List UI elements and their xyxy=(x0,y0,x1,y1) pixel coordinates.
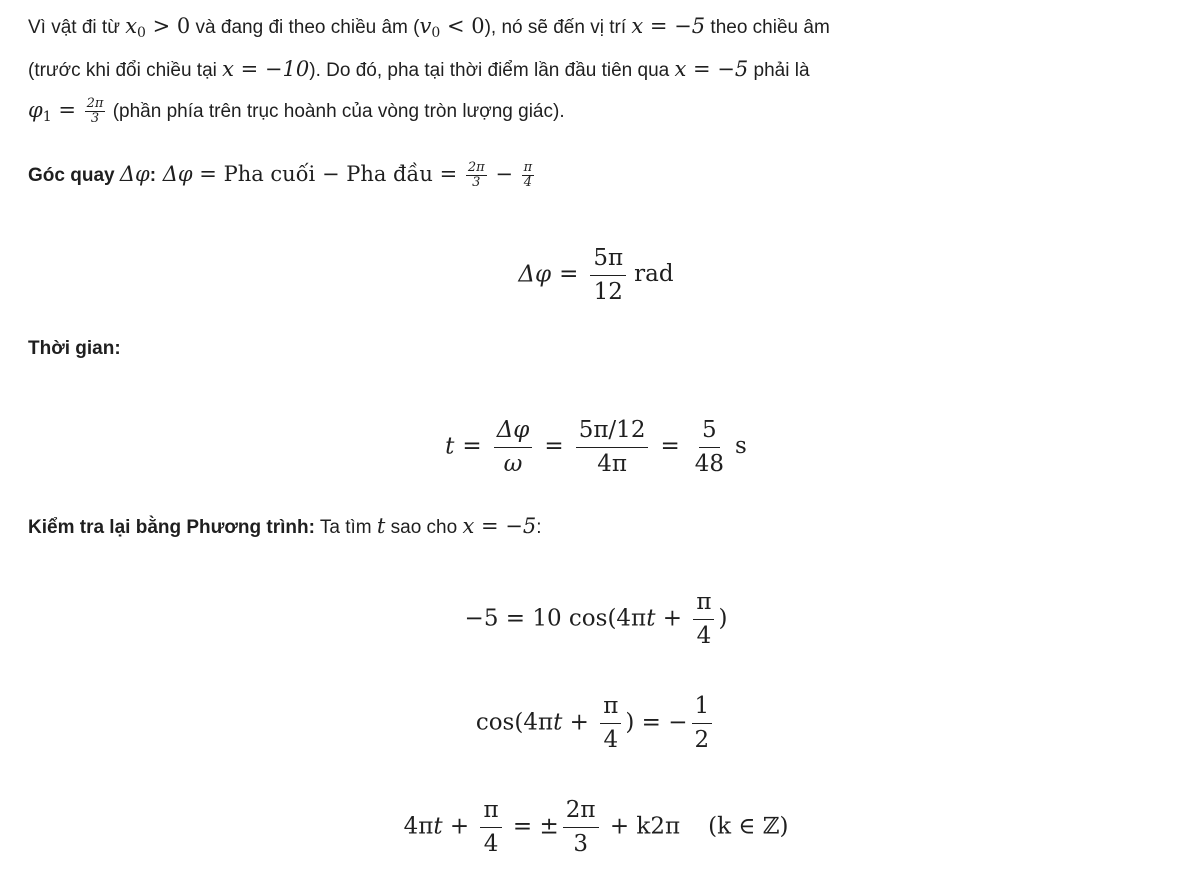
math-x-eq-minus10: x = −10 xyxy=(222,57,310,81)
colon: : xyxy=(149,165,157,186)
math-t: t xyxy=(376,514,386,538)
fraction-5-over-48: $\frac{5}{48}$ xyxy=(694,417,725,477)
math-phi1: $\varphi_1$ = xyxy=(28,98,83,125)
text: Vì vật đi từ xyxy=(28,17,126,38)
bold-label: Kiểm tra lại bằng Phương trình: xyxy=(28,517,315,538)
equation-position: −5 = 10 cos(4πt + $\frac{\pi}{4}$ ) xyxy=(464,589,728,649)
math-x-eq-minus5: x = −5 xyxy=(674,57,749,81)
rotation-angle-line xyxy=(28,160,1168,191)
math-delta-phi-eq: Δφ = xyxy=(156,162,224,186)
text: phải là xyxy=(748,60,810,81)
fraction-2pi-over-3: $\frac{2\pi}{3}$ xyxy=(467,160,485,191)
text: theo chiều âm xyxy=(705,17,830,38)
text: Ta tìm xyxy=(314,517,377,538)
fraction-5pi12-over-4pi: $\frac{5\pi/12}{4\pi}$ xyxy=(576,416,649,479)
math-eq: = xyxy=(432,162,464,186)
math-v0: $v_0 < 0$ xyxy=(419,14,485,41)
text: ). Do đó, pha tại thời điểm lần đầu tiên qua xyxy=(309,60,675,81)
text: (phần phía trên trục hoành của vòng tròn lượng giác). xyxy=(107,101,565,122)
time-label-line xyxy=(28,336,1168,363)
bold-label: Thời gian: xyxy=(28,338,121,359)
math-text-phase: Pha cuối − Pha đầu xyxy=(223,162,433,186)
fraction-pi-over-4: $\frac{\pi}{4}$ xyxy=(693,588,714,651)
fraction-1-over-2: $\frac{1}{2}$ xyxy=(692,692,713,755)
explanation-line-3 xyxy=(28,96,1168,128)
bold-label: Góc quay xyxy=(28,165,120,186)
fraction-delta-phi-over-omega: $\frac{\Delta\varphi}{\omega}$ xyxy=(494,416,533,479)
fraction-5pi-over-12: $\frac{5\pi}{12}$ xyxy=(590,244,626,307)
verify-line xyxy=(28,512,1168,542)
explanation-line-2 xyxy=(28,55,1168,85)
text: : xyxy=(536,517,542,538)
fraction-pi-over-4: $\frac{\pi}{4}$ xyxy=(523,160,533,191)
text: sao cho xyxy=(385,517,463,538)
fraction-pi-over-4: $\frac{\pi}{4}$ xyxy=(600,692,621,755)
math-delta-phi: Δφ xyxy=(119,162,150,186)
fraction-2pi-over-3: $\frac{2\pi}{3}$ xyxy=(86,96,104,127)
fraction-2pi-over-3: $\frac{2\pi}{3}$ xyxy=(563,796,599,859)
math-x-eq-minus5: x = −5 xyxy=(462,514,537,538)
equation-cosine: cos(4πt + $\frac{\pi}{4}$ ) = − $\frac{1}{2}$ xyxy=(0,692,1192,755)
text: ), nó sẽ đến vị trí xyxy=(484,17,632,38)
math-x-eq-minus5: x = −5 xyxy=(631,14,706,38)
math-minus: − xyxy=(488,162,520,186)
equation-general-solution: 4πt + $\frac{\pi}{4}$ = ± $\frac{2\pi}{3}$ + k2π (k ∈ ℤ) xyxy=(403,797,789,857)
text: (trước khi đổi chiều tại xyxy=(28,60,223,81)
explanation-line-1 xyxy=(28,12,1168,44)
equation-delta-phi: Δφ = $\frac{5\pi}{12}$ rad xyxy=(518,245,674,305)
equation-time: t = $\frac{\Delta\varphi}{\omega}$ = $\frac{5\pi/12}{4\pi}$ = $\frac{5}{48}$ s xyxy=(445,417,747,477)
fraction-pi-over-4: $\frac{\pi}{4}$ xyxy=(480,796,501,859)
text: và đang đi theo chiều âm ( xyxy=(190,17,420,38)
math-x0: $x_0 > 0$ xyxy=(125,14,191,41)
